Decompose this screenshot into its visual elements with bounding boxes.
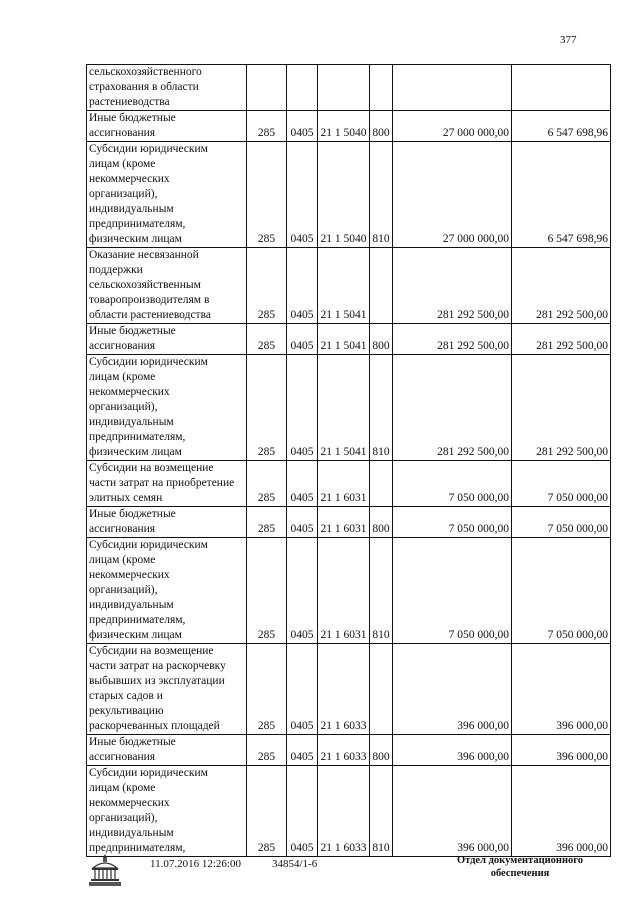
cell-vr: 810 [370,766,393,857]
cell-csr: 21 1 6033 [318,735,370,766]
duma-building-logo-icon [88,852,122,888]
cell-name: Субсидии юридическим лицам (кроме некоммерческих организаций), индивидуальным предпринимателям, [87,766,247,857]
cell-csr: 21 1 6031 [318,538,370,644]
cell-plan [393,65,512,111]
cell-csr: 21 1 5040 [318,111,370,142]
cell-name: Субсидии юридическим лицам (кроме некоммерческих организаций), индивидуальным предпринимателям, физическим лицам [87,538,247,644]
cell-plan: 396 000,00 [393,766,512,857]
cell-vr: 810 [370,538,393,644]
footer-department: Отдел документационного обеспечения [456,855,584,879]
cell-vr: 800 [370,507,393,538]
cell-ved: 285 [247,324,287,355]
cell-fact: 396 000,00 [512,766,611,857]
cell-rz: 0405 [287,461,318,507]
cell-name: Иные бюджетные ассигнования [87,507,247,538]
cell-ved: 285 [247,735,287,766]
table-row [87,65,611,111]
cell-plan: 27 000 000,00 [393,111,512,142]
cell-csr [318,65,370,111]
cell-vr: 810 [370,142,393,248]
table-row [87,538,611,644]
page-number: 377 [560,34,577,46]
table-row [87,507,611,538]
table-row [87,142,611,248]
cell-vr: 800 [370,324,393,355]
cell-plan: 396 000,00 [393,644,512,735]
cell-name: Субсидии юридическим лицам (кроме некоммерческих организаций), индивидуальным предпринимателям, физическим лицам [87,355,247,461]
cell-name: сельскохозяйственного страхования в области растениеводства [87,65,247,111]
cell-fact: 396 000,00 [512,644,611,735]
cell-ved: 285 [247,766,287,857]
cell-plan: 281 292 500,00 [393,355,512,461]
cell-name: Субсидии на возмещение части затрат на раскорчевку выбывших из эксплуатации старых садов и рекультивацию раскорчеванных площадей [87,644,247,735]
table-row [87,644,611,735]
cell-csr: 21 1 5041 [318,324,370,355]
cell-rz: 0405 [287,735,318,766]
cell-csr: 21 1 5041 [318,355,370,461]
cell-fact: 7 050 000,00 [512,538,611,644]
cell-fact: 6 547 698,96 [512,111,611,142]
table-row [87,355,611,461]
table-row [87,735,611,766]
cell-fact: 6 547 698,96 [512,142,611,248]
cell-rz: 0405 [287,507,318,538]
cell-vr [370,644,393,735]
page-footer [0,846,640,896]
cell-name: Иные бюджетные ассигнования [87,735,247,766]
cell-ved: 285 [247,355,287,461]
cell-ved: 285 [247,461,287,507]
cell-vr [370,65,393,111]
cell-csr: 21 1 5040 [318,142,370,248]
cell-vr [370,248,393,324]
cell-rz: 0405 [287,248,318,324]
cell-ved: 285 [247,538,287,644]
cell-plan: 396 000,00 [393,735,512,766]
cell-plan: 7 050 000,00 [393,538,512,644]
cell-csr: 21 1 6031 [318,461,370,507]
cell-fact: 7 050 000,00 [512,507,611,538]
footer-document-number: 34854/1-6 [272,858,318,870]
cell-plan: 281 292 500,00 [393,248,512,324]
cell-fact: 7 050 000,00 [512,461,611,507]
cell-fact: 281 292 500,00 [512,324,611,355]
cell-vr: 800 [370,111,393,142]
cell-plan: 281 292 500,00 [393,324,512,355]
cell-csr: 21 1 6033 [318,766,370,857]
table-row [87,766,611,857]
cell-rz: 0405 [287,355,318,461]
cell-rz: 0405 [287,538,318,644]
cell-vr: 810 [370,355,393,461]
cell-rz: 0405 [287,324,318,355]
cell-fact: 281 292 500,00 [512,355,611,461]
cell-fact: 396 000,00 [512,735,611,766]
cell-ved: 285 [247,248,287,324]
cell-name: Субсидии на возмещение части затрат на приобретение элитных семян [87,461,247,507]
cell-csr: 21 1 5041 [318,248,370,324]
cell-ved: 285 [247,111,287,142]
budget-table [86,64,611,857]
footer-datetime: 11.07.2016 12:26:00 [150,858,241,870]
cell-name: Субсидии юридическим лицам (кроме некоммерческих организаций), индивидуальным предпринимателям, физическим лицам [87,142,247,248]
table-row [87,324,611,355]
cell-ved: 285 [247,644,287,735]
cell-fact [512,65,611,111]
cell-rz: 0405 [287,644,318,735]
cell-rz: 0405 [287,111,318,142]
cell-ved: 285 [247,507,287,538]
cell-vr [370,461,393,507]
cell-rz [287,65,318,111]
cell-plan: 7 050 000,00 [393,507,512,538]
cell-name: Иные бюджетные ассигнования [87,324,247,355]
cell-vr: 800 [370,735,393,766]
cell-fact: 281 292 500,00 [512,248,611,324]
budget-table-body [87,65,611,857]
table-row [87,461,611,507]
cell-name: Оказание несвязанной поддержки сельскохозяйственным товаропроизводителям в области растениеводства [87,248,247,324]
cell-ved: 285 [247,142,287,248]
cell-rz: 0405 [287,766,318,857]
table-row [87,248,611,324]
cell-csr: 21 1 6031 [318,507,370,538]
cell-plan: 27 000 000,00 [393,142,512,248]
cell-plan: 7 050 000,00 [393,461,512,507]
cell-rz: 0405 [287,142,318,248]
cell-ved [247,65,287,111]
cell-name: Иные бюджетные ассигнования [87,111,247,142]
table-row [87,111,611,142]
cell-csr: 21 1 6033 [318,644,370,735]
